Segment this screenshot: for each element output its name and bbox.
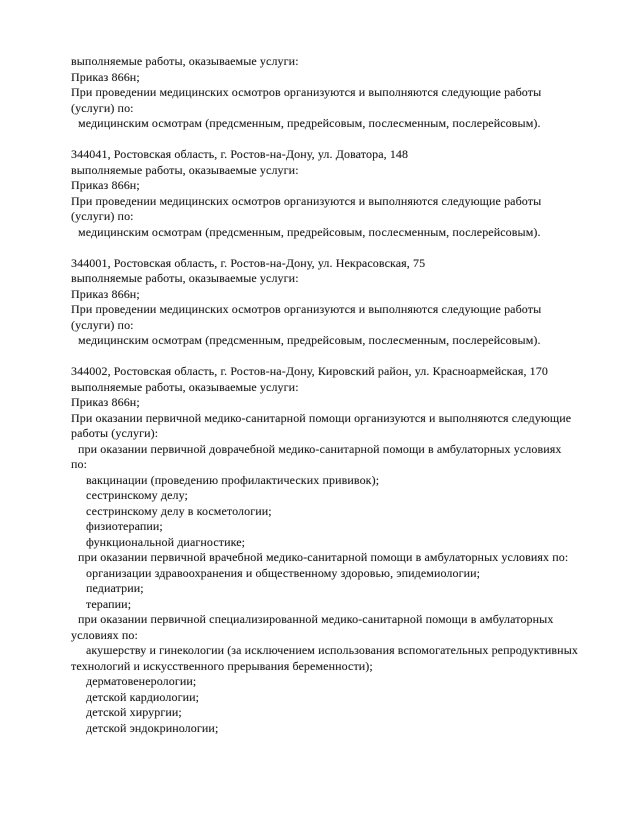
service-line: детской эндокринологии;	[86, 720, 219, 735]
service-line: медицинским осмотрам (предсменным, предрейсовым, послесменным, послерейсовым).	[78, 224, 541, 239]
service-line: детской кардиологии;	[86, 689, 200, 704]
service-line: условиях по:	[71, 627, 138, 642]
order-866n-line: Приказ 866н;	[71, 69, 140, 84]
address-line: 344041, Ростовская область, г. Ростов-на-Дону, ул. Доватора, 148	[71, 147, 409, 161]
service-line: организации здравоохранения и общественному здоровью, эпидемиологии;	[86, 565, 481, 580]
service-line: терапии;	[86, 596, 132, 611]
service-line: детской хирургии;	[86, 705, 182, 719]
works-services-heading: выполняемые работы, оказываемые услуги:	[71, 379, 299, 394]
license-entry-344002	[71, 364, 606, 736]
works-services-heading: выполняемые работы, оказываемые услуги:	[71, 54, 299, 68]
service-line: акушерству и гинекологии (за исключением использования вспомогательных репродуктивных	[86, 643, 578, 657]
address-line: 344002, Ростовская область, г. Ростов-на-Дону, Кировский район, ул. Красноармейская, 170	[71, 364, 548, 378]
service-line: (услуги) по:	[71, 209, 134, 223]
service-line: сестринскому делу в косметологии;	[86, 503, 272, 518]
service-line: работы (услуги):	[71, 426, 159, 440]
license-works-services-text	[71, 54, 606, 736]
service-line: сестринскому делу;	[86, 488, 188, 502]
service-line: медицинским осмотрам (предсменным, предрейсовым, послесменным, послерейсовым).	[78, 116, 541, 130]
service-line: При проведении медицинских осмотров организуются и выполняются следующие работы	[71, 85, 542, 99]
service-line: При проведении медицинских осмотров организуются и выполняются следующие работы	[71, 302, 542, 316]
service-line: физиотерапии;	[86, 519, 163, 533]
service-line: при оказании первичной врачебной медико-санитарной помощи в амбулаторных условиях по:	[78, 550, 569, 564]
service-line: по:	[71, 457, 88, 471]
service-line: технологий и искусственного прерывания беременности);	[71, 658, 373, 673]
service-line: функциональной диагностике;	[86, 534, 246, 549]
order-866n-line: Приказ 866н;	[71, 178, 140, 192]
service-line: дерматовенерологии;	[86, 674, 197, 688]
license-entry-344001	[71, 256, 606, 349]
address-line: 344001, Ростовская область, г. Ростов-на-Дону, ул. Некрасовская, 75	[71, 255, 426, 270]
order-866n-line: Приказ 866н;	[71, 395, 140, 409]
works-services-heading: выполняемые работы, оказываемые услуги:	[71, 162, 299, 177]
service-line: (услуги) по:	[71, 317, 134, 332]
service-line: При оказании первичной медико-санитарной помощи организуются и выполняются следующие	[71, 410, 572, 425]
service-line: при оказании первичной специализированной медико-санитарной помощи в амбулаторных	[78, 612, 554, 626]
works-services-heading: выполняемые работы, оказываемые услуги:	[71, 271, 299, 285]
service-line: При проведении медицинских осмотров организуются и выполняются следующие работы	[71, 193, 542, 208]
license-entry-344041	[71, 147, 606, 240]
license-entry-continuation	[71, 54, 606, 132]
order-866n-line: Приказ 866н;	[71, 286, 140, 301]
service-line: (услуги) по:	[71, 100, 134, 115]
service-line: медицинским осмотрам (предсменным, предрейсовым, послесменным, послерейсовым).	[78, 333, 541, 347]
service-line: при оказании первичной доврачебной медико-санитарной помощи в амбулаторных условиях	[78, 441, 562, 456]
service-line: педиатрии;	[86, 581, 144, 595]
service-line: вакцинации (проведению профилактических прививок);	[86, 472, 380, 487]
